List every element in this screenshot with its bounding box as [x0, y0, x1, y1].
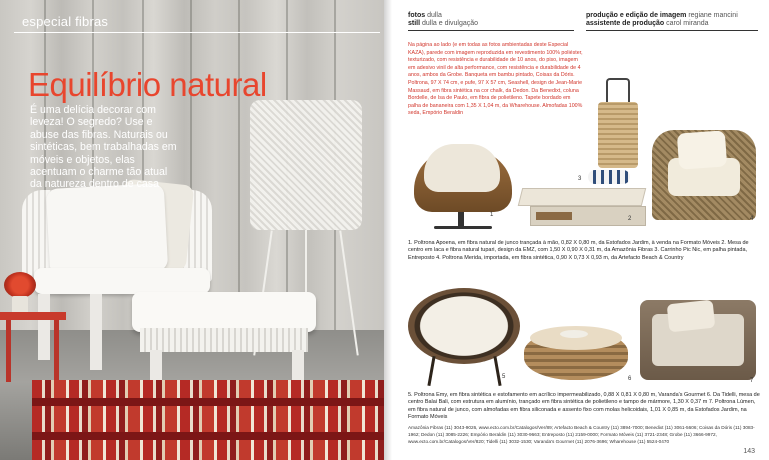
product-lumen-pillow: [667, 300, 716, 333]
white-pillow: [46, 183, 168, 277]
product-coffee-table-shelf: [536, 212, 572, 220]
product-coffee-table-top: [518, 188, 646, 206]
product-picnic-cart-handle: [606, 78, 630, 104]
page-number: 143: [743, 448, 755, 455]
credit-assistente: [586, 20, 709, 28]
side-table-leg: [6, 320, 11, 382]
striped-rug: [32, 380, 384, 460]
credit-assistente-label: assistente de produção: [586, 20, 665, 27]
ottoman-leg: [292, 350, 304, 380]
chair-leg: [38, 294, 50, 360]
caption-top: 1. Poltrona Apoena, em fibra natural de junco trançada à mão, 0,82 X 0,80 m, da Estofados Jardim, à venda na Formato Móveis 2. Mesa de centro em laca e fibra natural tupari, design da EMZ, com 1,50 X 0,90 X 0,31 m, da Amazônia Fibras 3. Carrinho Pic Nic, em palha pintada, Entreposto 4. Poltrona Merida, importada, em fibra sintética, 0,90 X 0,73 X 0,93 m, da Artefacto Beach & Country: [408, 240, 749, 261]
ottoman-cushion: [132, 292, 316, 332]
credit-producao-label: produção e edição de imagem: [586, 12, 687, 19]
credit-fotos-label: fotos: [408, 12, 426, 19]
product-picnic-blanket: [588, 170, 630, 184]
ottoman-base: [140, 328, 308, 352]
red-flowers: [4, 272, 36, 298]
brands-list: Amazônia Fibras (11) 3043-9026, www.ecto.com.br/Catalogos/Ver/89; Artefacto Beach & Country (11) 3894-7000; Benedixt (11) 3061-5606; Coisas da Dóris (11) 3083-1962; Dedon (11) 3085-2226; Empório Beraldin (11) 3030-9663; Entreposto (11) 2159-0000; Formato Móveis (11) 3721-2348; Grobe (11) 3666-9972, www.ecto.com.br/Catalogos/Ver/820; Tidelli (11) 3032-1530; Varanda's Gourmet (11) 2076-3696; Wharehouse (11) 5524-0470: [408, 425, 755, 444]
credit-still: [408, 20, 478, 28]
section-tag: especial fibras: [22, 14, 109, 29]
red-side-table: [0, 312, 66, 320]
rug-band: [32, 398, 384, 406]
product-apoena-foot: [434, 226, 492, 229]
credits-rule: [586, 30, 758, 31]
credit-still-value: dulla e divulgação: [422, 20, 479, 27]
chair-leg: [90, 294, 102, 370]
intro-red-text: Na página ao lado (e em todas as fotos ambientadas deste Especial KAZA), parede com imagem reproduzida em revestimento 100% poliéster, texturizado, com resistência e durabilidade de 10 anos, do piso, imagem em adesivo vinil de alta performance, com resistência e durabilidade de 4 anos, ambos da Grobe. Banqueta em bambu pintado, Coisas da Dóris. Poltrona, 97 X 74 cm, e pufe, 97 X 57 cm, Seashell, design de Jean-Marie Massaud, em fibra sintética na cor chalk, da Dedon. Da Benedixt, coluna Bordelle, de Isa de Paulo, em fibra de polietileno. Tapete bordado em palha de bananeira com 1,35 X 1,04 m, da Wharehouse. Almofadas 100% seda, Empório Beraldin: [408, 42, 583, 117]
product-merida-pillow: [677, 130, 727, 169]
credit-fotos-value: dulla: [427, 12, 442, 19]
product-emy-leg: [493, 356, 501, 386]
product-emy-chair: [408, 288, 520, 364]
product-picnic-cart: [598, 102, 638, 168]
credit-still-label: still: [408, 20, 421, 27]
product-apoena-cushion: [424, 144, 500, 192]
credit-producao: [586, 12, 738, 20]
credit-fotos: [408, 12, 442, 20]
product-number: 6: [628, 376, 632, 382]
product-number: 4: [750, 216, 754, 222]
credits-rule: [408, 30, 574, 31]
feature-intro: É uma delícia decorar com leveza! O segredo? Use e abuse das fibras. Naturais ou sintéticas, bem trabalhadas em móveis e objetos, elas acentuam o charme tão atual da natureza dentro de casa: [30, 104, 177, 191]
product-number: 3: [578, 176, 582, 182]
product-number: 1: [490, 212, 494, 218]
section-rule: [14, 32, 380, 33]
rug-band: [32, 432, 384, 440]
right-page: [384, 0, 769, 460]
ottoman-leg: [150, 350, 162, 380]
left-page-photo: [0, 0, 384, 460]
product-bowl: [560, 330, 588, 338]
side-table-leg: [54, 320, 59, 382]
wicker-floor-lamp: [250, 100, 362, 230]
product-number: 5: [502, 374, 506, 380]
product-number: 7: [750, 378, 754, 384]
feature-title: Equilíbrio natural: [28, 66, 267, 103]
credit-producao-value: regiane mancini: [688, 12, 738, 19]
product-emy-leg: [427, 356, 435, 386]
wall-plank-line: [238, 0, 240, 330]
product-number: 2: [628, 216, 632, 222]
credit-assistente-value: carol miranda: [666, 20, 709, 27]
lounge-seat-cushion: [34, 268, 210, 294]
caption-bottom: 5. Poltrona Emy, em fibra sintética e estofamento em acrílico impermeabilizado, 0,88 X 0,81 X 0,80 m, Varanda's Gourmet 6. Da Tidelli, mesa de centro Balai Bali, com estrutura em alumínio, trançado em fibra sintética de polietileno e tampo de mármore, 1,30 X 0,37 m 7. Poltrona Lúmen, em fibra natural de junco, com almofadas em fibra siliconada e assento fixo com molas helicoidais, 1,01 X 0,85 m, da Estofados Jardim, na Formato Móveis: [408, 392, 760, 421]
